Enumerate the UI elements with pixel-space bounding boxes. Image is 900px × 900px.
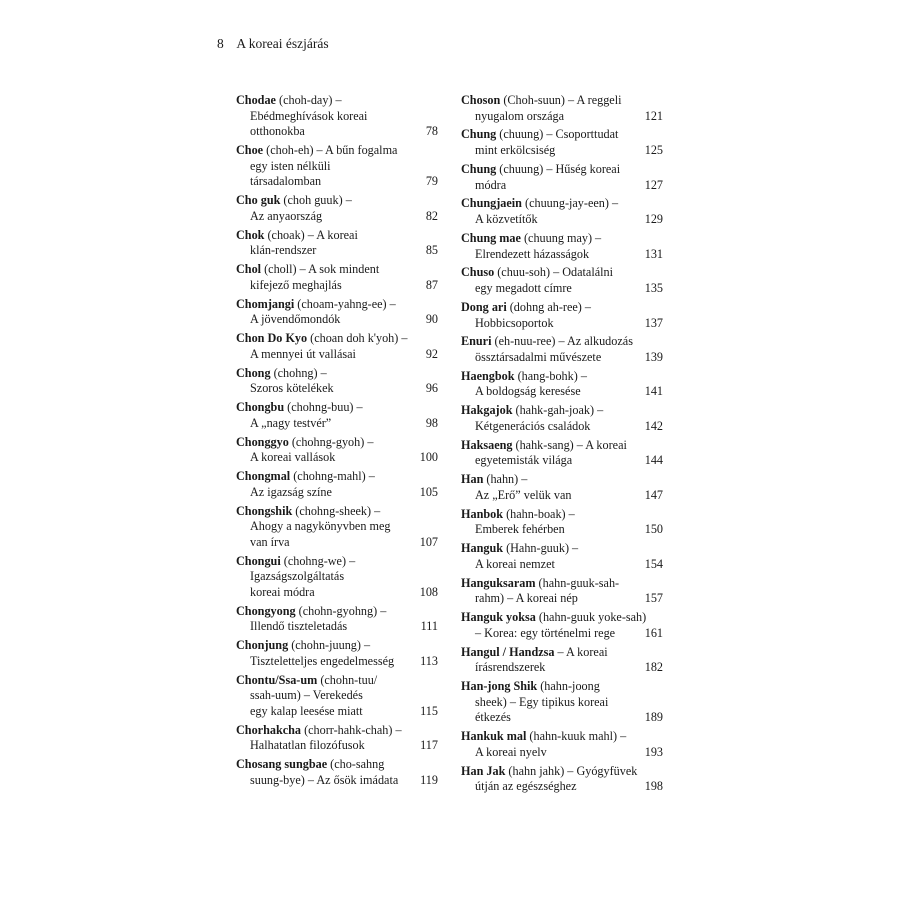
entry-first-line (236, 638, 438, 654)
index-entry (461, 438, 663, 469)
entry-page-number: 139 (644, 349, 663, 364)
entry-text: Halhatatlan filozófusok (250, 738, 365, 753)
entry-page-number: 129 (644, 212, 663, 227)
entry-first-line (461, 645, 663, 661)
entry-term: Chodae (236, 93, 276, 107)
entry-first-line (236, 143, 438, 159)
index-entry (461, 610, 663, 641)
entry-term: Hanguksaram (461, 575, 536, 590)
entry-text: (chohng-sheek) – (292, 503, 381, 518)
entry-text: (hang-bohk) – (514, 368, 587, 383)
entry-term: Chongyong (236, 603, 296, 618)
entry-continuation-line (461, 745, 663, 761)
entry-continuation-line (461, 453, 663, 469)
entry-page-number: 85 (425, 243, 438, 258)
entry-first-line (461, 265, 663, 281)
entry-text: A jövendőmondók (250, 312, 341, 327)
entry-first-line (461, 162, 663, 178)
entry-term: Hanguk yoksa (461, 610, 536, 625)
entry-term: Chongbu (236, 400, 285, 415)
entry-continuation-line (236, 209, 438, 225)
entry-first-line (461, 300, 663, 316)
entry-first-line (236, 723, 438, 739)
entry-text: klán-rendszer (250, 243, 317, 258)
entry-first-line (461, 472, 663, 488)
entry-text: (eh-nuu-ree) – Az alkudozás (491, 334, 633, 349)
entry-term: Chon Do Kyo (236, 331, 308, 346)
entry-continuation-line (461, 591, 663, 607)
entry-text: (chuung may) – (520, 230, 602, 245)
index-entry (236, 366, 438, 397)
entry-page-number: 79 (425, 174, 438, 189)
entry-term: Hakgajok (461, 403, 513, 418)
entry-first-line (236, 554, 438, 570)
entry-first-line (461, 93, 663, 109)
entry-page-number: 111 (420, 619, 438, 634)
entry-term: Chung (461, 127, 497, 142)
index-entry (236, 757, 438, 788)
entry-continuation-line (236, 535, 438, 551)
index-entry (236, 193, 438, 224)
entry-text: (hahn) – (483, 472, 528, 487)
entry-text: (chohn-juung) – (288, 638, 371, 653)
entry-text: sheek) – Egy tipikus koreai (475, 694, 609, 709)
index-column-right (461, 93, 663, 798)
entry-first-line (236, 297, 438, 313)
entry-term: Chuso (461, 265, 495, 280)
index-entry (461, 93, 663, 124)
entry-text: (chohn-gyohng) – (295, 603, 387, 618)
entry-page-number: 161 (644, 625, 663, 640)
entry-first-line (461, 438, 663, 454)
entry-term: Hankuk mal (461, 729, 527, 744)
entry-text: A „nagy testvér” (250, 415, 332, 430)
entry-text: nyugalom országa (475, 108, 565, 123)
entry-text: A koreai nyelv (475, 744, 547, 759)
entry-page-number: 154 (644, 556, 663, 571)
entry-continuation-line (236, 124, 438, 140)
entry-text: ssah-uum) – Verekedés (250, 688, 363, 703)
entry-page-number: 157 (644, 591, 663, 606)
entry-page-number: 100 (419, 450, 438, 465)
index-entry (461, 231, 663, 262)
entry-page-number: 90 (425, 312, 438, 327)
entry-continuation-line (236, 585, 438, 601)
entry-text: útján az egészséghez (475, 779, 577, 794)
entry-text: egy megadott címre (475, 281, 572, 296)
index-entry (461, 729, 663, 760)
entry-page-number: 78 (425, 124, 438, 139)
entry-first-line (236, 331, 438, 347)
entry-text: (hahk-sang) – A koreai (512, 437, 627, 452)
entry-continuation-line (236, 278, 438, 294)
entry-page-number: 117 (420, 738, 438, 753)
entry-continuation-line (461, 488, 663, 504)
entry-term: Haksaeng (461, 437, 513, 452)
entry-page-number: 189 (644, 710, 663, 725)
entry-text: (chohn-tuu/ (317, 672, 378, 687)
entry-first-line (461, 541, 663, 557)
index-entry (236, 638, 438, 669)
index-entry (236, 400, 438, 431)
index-entry (461, 162, 663, 193)
entry-continuation-line (461, 178, 663, 194)
entry-text: – A koreai (554, 644, 608, 659)
entry-page-number: 198 (644, 779, 663, 794)
entry-continuation-line (461, 350, 663, 366)
entry-text: (chuung) – Csoporttudat (496, 127, 619, 142)
entry-continuation-line (236, 159, 438, 175)
entry-term: Chong (236, 365, 271, 380)
entry-text: – Korea: egy történelmi rege (475, 625, 616, 640)
entry-first-line (461, 729, 663, 745)
entry-term: Chung mae (461, 230, 521, 245)
entry-first-line (461, 196, 663, 212)
entry-continuation-line (236, 619, 438, 635)
entry-text: egy isten nélküli (250, 158, 331, 173)
entry-first-line (236, 757, 438, 773)
entry-text: (choam-yahng-ee) – (294, 296, 396, 311)
entry-text: (hahn-joong (537, 679, 600, 694)
entry-first-line (236, 604, 438, 620)
entry-first-line (461, 507, 663, 523)
entry-text: (hahk-gah-joak) – (512, 403, 604, 418)
entry-term: Haengbok (461, 368, 515, 383)
entry-text: Illendő tiszteletadás (250, 619, 348, 634)
entry-continuation-line (461, 384, 663, 400)
entry-term: Chol (236, 262, 262, 277)
entry-page-number: 135 (644, 281, 663, 296)
index-entry (461, 334, 663, 365)
entry-continuation-line (236, 688, 438, 704)
entry-continuation-line (461, 281, 663, 297)
entry-text: társadalomban (250, 174, 322, 189)
entry-term: Chongui (236, 553, 281, 568)
entry-continuation-line (236, 704, 438, 720)
entry-continuation-line (461, 695, 663, 711)
index-entry (461, 472, 663, 503)
entry-text: Az anyaország (250, 208, 323, 223)
entry-text: Igazságszolgáltatás (250, 569, 345, 584)
entry-first-line (236, 366, 438, 382)
index-entry (461, 764, 663, 795)
running-header (217, 36, 329, 52)
index-entry (236, 604, 438, 635)
entry-continuation-line (236, 174, 438, 190)
index-entry (461, 541, 663, 572)
entry-term: Chok (236, 227, 265, 242)
entry-text: (hahn-kuuk mahl) – (526, 729, 627, 744)
entry-page-number: 82 (425, 208, 438, 223)
entry-text: egy kalap leesése miatt (250, 703, 363, 718)
entry-text: (Hahn-guuk) – (503, 541, 579, 556)
entry-first-line (236, 504, 438, 520)
entry-page-number: 119 (420, 772, 438, 787)
entry-continuation-line (461, 522, 663, 538)
index-column-left (236, 93, 438, 792)
entry-page-number: 115 (420, 703, 438, 718)
entry-term: Cho guk (236, 193, 281, 208)
entry-text: (chuung) – Hűség koreai (496, 161, 621, 176)
entry-text: (choak) – A koreai (264, 227, 358, 242)
index-entry (461, 196, 663, 227)
entry-term: Chonggyo (236, 434, 289, 449)
index-entry (236, 143, 438, 190)
index-entry (461, 507, 663, 538)
entry-page-number: 92 (425, 346, 438, 361)
entry-term: Chontu/Ssa-um (236, 672, 318, 687)
entry-continuation-line (461, 316, 663, 332)
entry-continuation-line (461, 143, 663, 159)
entry-continuation-line (461, 660, 663, 676)
entry-text: módra (475, 177, 507, 192)
entry-term: Chonjung (236, 638, 289, 653)
entry-text: Kétgenerációs családok (475, 418, 591, 433)
entry-page-number: 87 (425, 277, 438, 292)
entry-text: (chuu-soh) – Odatalálni (494, 265, 613, 280)
index-entry (461, 645, 663, 676)
entry-continuation-line (461, 419, 663, 435)
entry-text: (chohng-mahl) – (290, 469, 375, 484)
index-entry (236, 435, 438, 466)
entry-first-line (461, 610, 663, 626)
entry-page-number: 147 (644, 487, 663, 502)
entry-text: (cho-sahng (327, 757, 385, 772)
entry-text: A boldogság keresése (475, 384, 581, 399)
entry-term: Hangul / Handzsa (461, 644, 555, 659)
entry-page-number: 113 (420, 653, 438, 668)
entry-text: (Choh-suun) – A reggeli (500, 93, 622, 107)
entry-page-number: 182 (644, 660, 663, 675)
entry-text: (chohng) – (270, 365, 327, 380)
index-entry (236, 504, 438, 551)
entry-text: Ebédmeghívások koreai (250, 108, 368, 123)
entry-first-line (461, 127, 663, 143)
entry-continuation-line (236, 450, 438, 466)
entry-continuation-line (236, 519, 438, 535)
entry-term: Hanguk (461, 541, 504, 556)
entry-first-line (236, 673, 438, 689)
entry-text: A koreai nemzet (475, 556, 555, 571)
entry-page-number: 193 (644, 744, 663, 759)
index-entry (236, 673, 438, 720)
entry-term: Chosang sungbae (236, 757, 328, 772)
entry-text: (hahn-guuk yoke-sah) (535, 610, 647, 625)
index-entry (461, 265, 663, 296)
entry-term: Choe (236, 143, 264, 158)
entry-term: Chungjaein (461, 196, 522, 211)
entry-continuation-line (236, 416, 438, 432)
entry-first-line (461, 403, 663, 419)
entry-continuation-line (461, 779, 663, 795)
entry-text: otthonokba (250, 124, 305, 139)
index-entry (461, 403, 663, 434)
entry-text: (hahn jahk) – Gyógyfüvek (505, 763, 638, 778)
entry-first-line (461, 576, 663, 592)
entry-term: Chongshik (236, 503, 293, 518)
entry-first-line (236, 93, 438, 109)
index-entry (236, 228, 438, 259)
entry-first-line (461, 334, 663, 350)
entry-text: koreai módra (250, 584, 315, 599)
entry-text: (hahn-guuk-sah- (535, 575, 620, 590)
entry-first-line (236, 435, 438, 451)
entry-first-line (461, 679, 663, 695)
entry-page-number: 96 (425, 381, 438, 396)
entry-text: kifejező meghajlás (250, 277, 342, 292)
index-entry (236, 331, 438, 362)
entry-text: (chohng-buu) – (284, 400, 363, 415)
index-entry (236, 262, 438, 293)
entry-text: (chuung-jay-een) – (521, 196, 619, 211)
entry-continuation-line (236, 569, 438, 585)
entry-continuation-line (236, 109, 438, 125)
entry-text: (chohng-gyoh) – (288, 434, 374, 449)
entry-term: Chorhakcha (236, 722, 302, 737)
entry-text: (choan doh k'yoh) – (307, 331, 408, 346)
entry-text: Az „Erő” velük van (475, 487, 572, 502)
entry-term: Chung (461, 161, 497, 176)
entry-first-line (236, 469, 438, 485)
entry-text: suung-bye) – Az ősök imádata (250, 772, 399, 787)
entry-continuation-line (461, 557, 663, 573)
entry-text: Ahogy a nagykönyvben meg (250, 519, 391, 534)
entry-continuation-line (461, 212, 663, 228)
index-entry (461, 369, 663, 400)
index-entry (236, 297, 438, 328)
entry-text: (choh-eh) – A bűn fogalma (263, 143, 398, 158)
entry-page-number: 150 (644, 522, 663, 537)
entry-continuation-line (236, 485, 438, 501)
header-page-number: 8 (217, 36, 224, 51)
entry-continuation-line (236, 243, 438, 259)
entry-page-number: 98 (425, 415, 438, 430)
entry-first-line (236, 228, 438, 244)
entry-text: Elrendezett házasságok (475, 246, 590, 261)
entry-text: van írva (250, 534, 290, 549)
entry-first-line (236, 193, 438, 209)
entry-text: Szoros kötelékek (250, 381, 334, 396)
entry-text: A közvetítők (475, 212, 538, 227)
index-entry (236, 554, 438, 601)
entry-continuation-line (236, 312, 438, 328)
entry-continuation-line (236, 381, 438, 397)
entry-text: rahm) – A koreai nép (475, 591, 578, 606)
entry-text: Tiszteletteljes engedelmesség (250, 653, 395, 668)
entry-term: Hanbok (461, 506, 504, 521)
entry-text: (choll) – A sok mindent (261, 262, 380, 277)
entry-page-number: 127 (644, 177, 663, 192)
entry-term: Han (461, 472, 484, 487)
entry-term: Enuri (461, 334, 492, 349)
entry-continuation-line (461, 247, 663, 263)
entry-continuation-line (236, 347, 438, 363)
entry-first-line (236, 400, 438, 416)
entry-term: Han Jak (461, 763, 506, 778)
index-entry (236, 723, 438, 754)
entry-first-line (461, 231, 663, 247)
entry-text: Az igazság színe (250, 484, 332, 499)
entry-page-number: 125 (644, 143, 663, 158)
entry-first-line (236, 262, 438, 278)
entry-text: össztársadalmi művészete (475, 349, 602, 364)
entry-text: mint erkölcsiség (475, 143, 556, 158)
entry-term: Choson (461, 93, 501, 107)
entry-continuation-line (461, 710, 663, 726)
entry-continuation-line (461, 109, 663, 125)
entry-term: Han-jong Shik (461, 679, 538, 694)
entry-text: (choh-day) – (275, 93, 342, 107)
index-entry (461, 679, 663, 726)
header-title: A koreai észjárás (236, 36, 329, 51)
entry-text: (chohng-we) – (280, 553, 356, 568)
entry-continuation-line (236, 654, 438, 670)
entry-page-number: 137 (644, 315, 663, 330)
entry-text: A koreai vallások (250, 450, 336, 465)
entry-first-line (461, 764, 663, 780)
index-entry (461, 127, 663, 158)
index-entry (461, 300, 663, 331)
entry-page-number: 121 (644, 108, 663, 123)
entry-page-number: 108 (419, 584, 438, 599)
entry-page-number: 142 (644, 418, 663, 433)
entry-term: Chongmal (236, 469, 291, 484)
entry-text: egyetemisták világa (475, 453, 573, 468)
entry-continuation-line (236, 773, 438, 789)
entry-text: (choh guuk) – (280, 193, 352, 208)
entry-text: (dohng ah-ree) – (506, 299, 591, 314)
entry-continuation-line (236, 738, 438, 754)
entry-page-number: 107 (419, 534, 438, 549)
entry-text: (hahn-boak) – (503, 506, 575, 521)
entry-term: Chomjangi (236, 296, 295, 311)
entry-text: Hobbicsoportok (475, 315, 554, 330)
entry-first-line (461, 369, 663, 385)
index-entry (236, 93, 438, 140)
entry-text: A mennyei út vallásai (250, 346, 356, 361)
entry-page-number: 131 (644, 246, 663, 261)
entry-text: Emberek fehérben (475, 522, 565, 537)
index-entry (236, 469, 438, 500)
entry-text: írásrendszerek (475, 660, 546, 675)
entry-page-number: 141 (644, 384, 663, 399)
entry-term: Dong ari (461, 299, 507, 314)
entry-text: (chorr-hahk-chah) – (301, 722, 402, 737)
index-entry (461, 576, 663, 607)
entry-page-number: 105 (419, 484, 438, 499)
entry-continuation-line (461, 626, 663, 642)
entry-text: étkezés (475, 710, 511, 725)
entry-page-number: 144 (644, 453, 663, 468)
